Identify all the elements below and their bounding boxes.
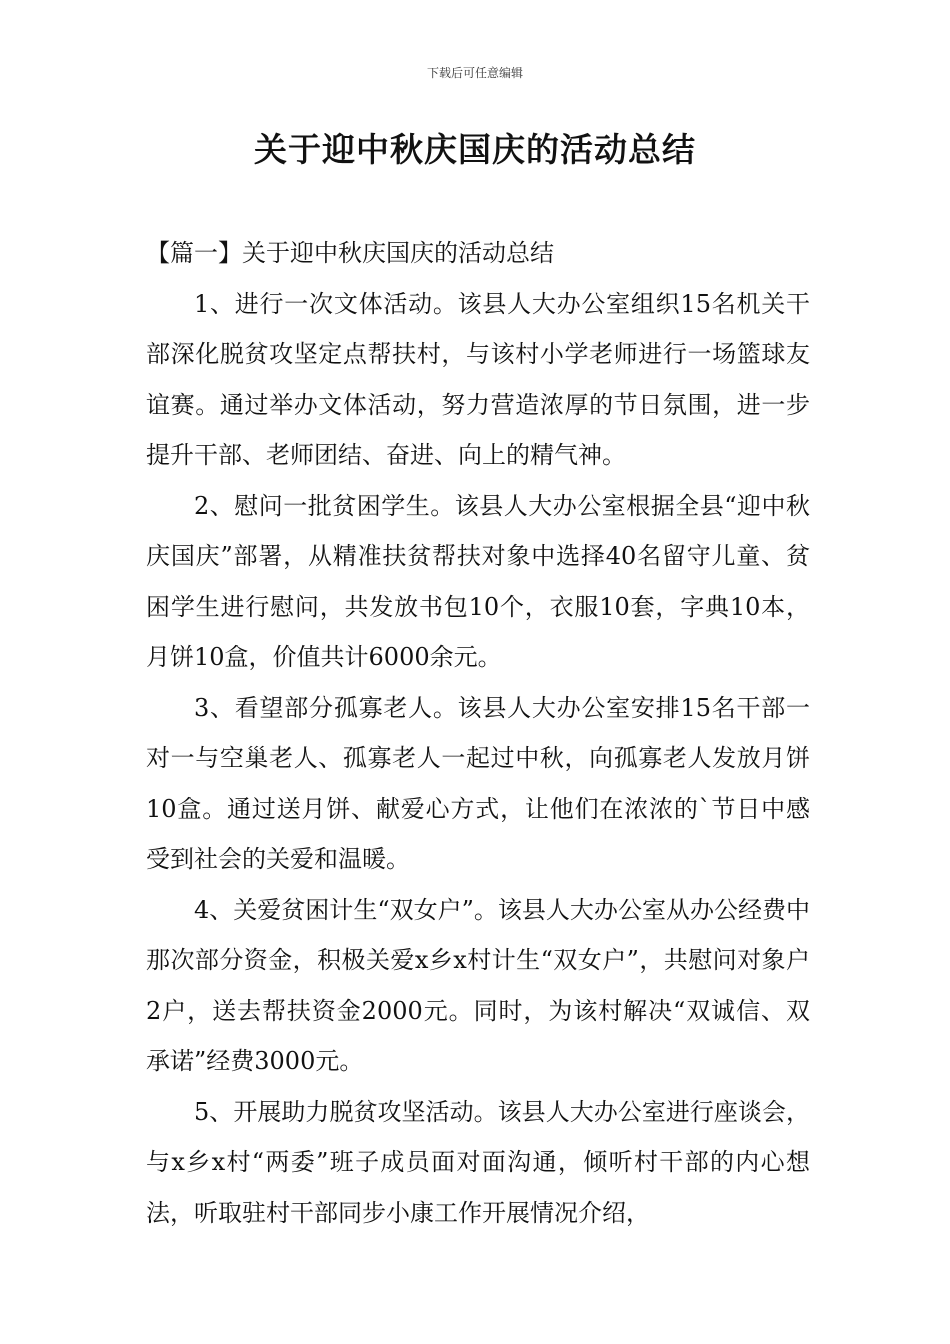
section-heading: 【篇一】关于迎中秋庆国庆的活动总结	[146, 239, 554, 267]
document-body	[146, 228, 810, 1238]
paragraph-3: 3、看望部分孤寡老人。该县人大办公室安排15名干部一对一与空巢老人、孤寡老人一起过中秋，向孤寡老人发放月饼10盒。通过送月饼、献爱心方式，让他们在浓浓的`节日中感受到社会的关爱和温暖。	[146, 693, 810, 873]
paragraph-1: 1、进行一次文体活动。该县人大办公室组织15名机关干部深化脱贫攻坚定点帮扶村，与该村小学老师进行一场篮球友谊赛。通过举办文体活动，努力营造浓厚的节日氛围，进一步提升干部、老师团结、奋进、向上的精气神。	[146, 289, 810, 469]
paragraph-5: 5、开展助力脱贫攻坚活动。该县人大办公室进行座谈会，与x乡x村“两委”班子成员面对面沟通，倾听村干部的内心想法，听取驻村干部同步小康工作开展情况介绍，	[146, 1097, 810, 1227]
paragraph-4: 4、关爱贫困计生“双女户”。该县人大办公室从办公经费中那次部分资金，积极关爱x乡x村计生“双女户”，共慰问对象户2户，送去帮扶资金2000元。同时，为该村解决“双诚信、双承诺”经费3000元。	[146, 895, 810, 1075]
document-title: 关于迎中秋庆国庆的活动总结	[254, 130, 696, 169]
paragraph-2: 2、慰问一批贫困学生。该县人大办公室根据全县“迎中秋庆国庆”部署，从精准扶贫帮扶对象中选择40名留守儿童、贫困学生进行慰问，共发放书包10个，衣服10套，字典10本，月饼10盒，价值共计6000余元。	[146, 491, 810, 671]
header-note: 下载后可任意编辑	[426, 66, 523, 80]
